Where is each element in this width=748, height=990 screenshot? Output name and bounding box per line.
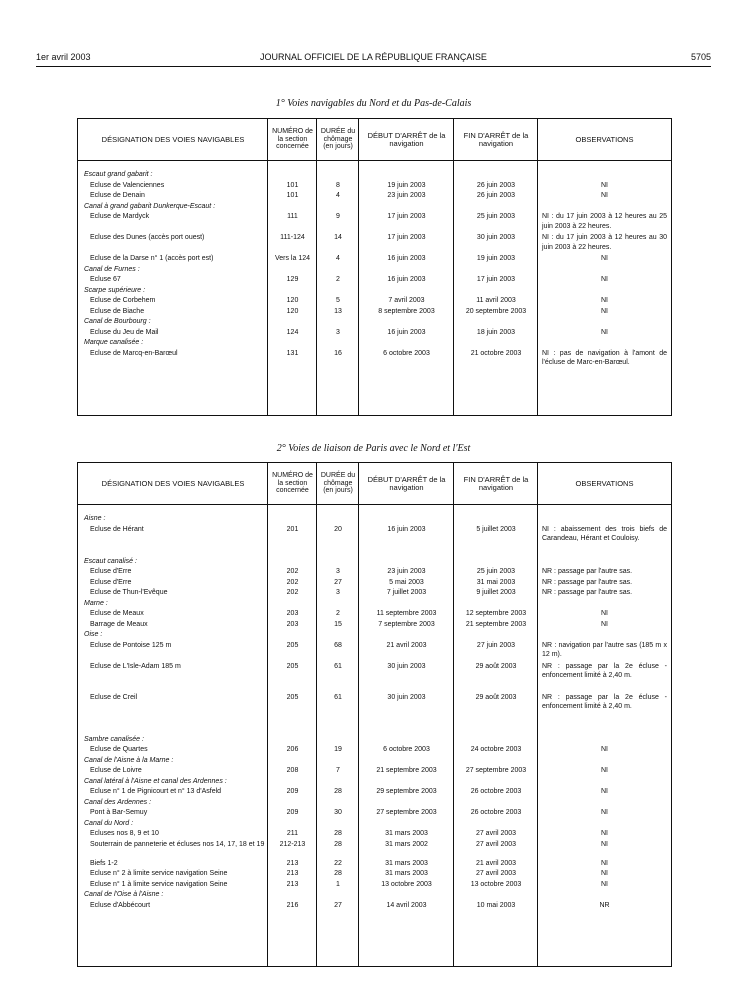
- observation: NI : pas de navigation à l'amont de l'écluse de Marc-en-Barœul.: [542, 349, 667, 366]
- group-label: Canal à grand gabarit Dunkerque-Escaut :: [84, 202, 216, 210]
- section-number: 213: [286, 870, 299, 877]
- duration-days: 7: [336, 767, 340, 774]
- column-header-fin: FIN D'ARRÊT de la navigation: [463, 475, 529, 492]
- table-row: [78, 787, 671, 798]
- end-date: 27 avril 2003: [475, 840, 517, 848]
- lock-name: Ecluse n° 2 à limite service navigation Seine: [90, 870, 228, 877]
- table-row: [78, 840, 671, 859]
- column-header-debut: DÉBUT D'ARRÊT de la navigation: [367, 131, 446, 148]
- end-date: 21 septembre 2003: [465, 620, 527, 628]
- observation: NI: [601, 830, 608, 837]
- end-date: 19 juin 2003: [476, 255, 516, 262]
- end-date: 12 septembre 2003: [465, 610, 527, 617]
- lock-name: Ecluse de Biache: [90, 307, 145, 315]
- start-date: 11 septembre 2003: [376, 610, 437, 617]
- duration-days: 28: [334, 788, 342, 795]
- duration-days: 4: [336, 192, 340, 199]
- group-label: Scarpe supérieure :: [84, 286, 146, 294]
- section-number: 203: [286, 620, 299, 628]
- end-date: 30 juin 2003: [476, 234, 516, 241]
- table-row: [78, 181, 671, 192]
- table-row: [78, 662, 671, 693]
- lock-name: Ecluse de Corbehem: [90, 297, 156, 304]
- lock-name: Ecluse de Pontoise 125 m: [90, 641, 172, 649]
- start-date: 6 octobre 2003: [383, 746, 430, 753]
- table-row: [78, 869, 671, 880]
- observation: NI: [601, 788, 608, 795]
- group-label: Oise :: [84, 631, 103, 638]
- observation: NR : passage par la 2e écluse - enfoncement limité à 2,40 m.: [542, 662, 667, 679]
- duration-days: 3: [336, 328, 340, 336]
- duration-days: 27: [334, 578, 342, 586]
- table-row: [78, 609, 671, 620]
- start-date: 23 juin 2003: [387, 568, 426, 575]
- duration-days: 22: [334, 859, 342, 867]
- table-body: [78, 161, 671, 370]
- end-date: 24 octobre 2003: [470, 746, 522, 753]
- table-row: [78, 296, 671, 307]
- lock-name: Ecluse de Denain: [90, 192, 145, 199]
- group-label: Canal latéral à l'Aisne et canal des Ardennes :: [84, 777, 227, 785]
- duration-days: 9: [336, 213, 340, 220]
- end-date: 26 octobre 2003: [470, 788, 522, 795]
- table-row: [78, 191, 671, 202]
- lock-name: Ecluse n° 1 à limite service navigation Seine: [90, 880, 228, 888]
- lock-name: Ecluse de la Darse n° 1 (accès port est): [90, 255, 214, 262]
- end-date: 27 avril 2003: [475, 870, 517, 877]
- observation: NI : du 17 juin 2003 à 12 heures au 30 juin 2003 à 22 heures.: [542, 234, 667, 251]
- section-number: 208: [286, 767, 299, 774]
- section-number: 211: [286, 830, 299, 837]
- table-row: [78, 693, 671, 735]
- table-row: [78, 880, 671, 891]
- start-date: 6 octobre 2003: [383, 349, 430, 357]
- lock-name: Ecluse du Jeu de Mail: [90, 328, 159, 336]
- end-date: 27 juin 2003: [476, 641, 516, 649]
- start-date: 17 juin 2003: [387, 213, 426, 220]
- observation: NI : abaissement des trois biefs de Carandeau, Hérant et Couloisy.: [542, 525, 667, 542]
- section-number: 131: [286, 349, 299, 357]
- observation: NR: [599, 901, 610, 909]
- start-date: 8 septembre 2003: [378, 307, 435, 315]
- table-row: [78, 254, 671, 265]
- end-date: 10 mai 2003: [476, 901, 516, 909]
- table-section2: [77, 462, 672, 967]
- table-row: [78, 766, 671, 777]
- start-date: 17 juin 2003: [387, 234, 426, 241]
- start-date: 16 juin 2003: [387, 525, 426, 533]
- lock-name: Ecluse de Marcq-en-Barœul: [90, 349, 178, 357]
- start-date: 19 juin 2003: [387, 181, 426, 189]
- end-date: 29 août 2003: [475, 693, 517, 701]
- observation: NI: [601, 746, 608, 753]
- start-date: 14 avril 2003: [386, 901, 427, 909]
- table-header: [78, 463, 671, 505]
- lock-name: Ecluse de Creil: [90, 693, 138, 701]
- table-row: [78, 567, 671, 578]
- table-row: [78, 620, 671, 631]
- duration-days: 3: [336, 589, 340, 596]
- end-date: 18 juin 2003: [476, 328, 516, 336]
- observation: NI: [601, 870, 608, 877]
- lock-name: Ecluse de Valenciennes: [90, 181, 165, 189]
- lock-name: Ecluse d'Abbécourt: [90, 901, 151, 909]
- group-label: Aisne :: [84, 515, 106, 522]
- end-date: 20 septembre 2003: [465, 307, 527, 315]
- observation: NI: [601, 610, 608, 617]
- start-date: 21 avril 2003: [386, 641, 427, 649]
- observation: NR : passage par l'autre sas.: [542, 578, 633, 586]
- start-date: 16 juin 2003: [387, 276, 426, 283]
- duration-days: 19: [334, 746, 342, 753]
- table-section1: [77, 118, 672, 416]
- table-row: [78, 328, 671, 339]
- duration-days: 14: [334, 234, 342, 241]
- lock-name: Ecluse de Hérant: [90, 525, 144, 533]
- start-date: 31 mars 2003: [385, 830, 428, 837]
- end-date: 25 juin 2003: [476, 568, 516, 575]
- table-row: [78, 349, 671, 370]
- group-label: Canal de Bourbourg :: [84, 318, 151, 325]
- section-number: 212-213: [279, 840, 306, 848]
- start-date: 7 septembre 2003: [378, 620, 435, 628]
- section-number: 111: [287, 213, 298, 220]
- lock-name: Ecluse de Mardyck: [90, 213, 150, 220]
- lock-name: Ecluse d'Erre: [90, 578, 132, 586]
- lock-name: Barrage de Meaux: [90, 620, 148, 628]
- group-label: Canal des Ardennes :: [84, 798, 152, 806]
- table-row: [78, 525, 671, 557]
- end-date: 9 juillet 2003: [476, 589, 516, 596]
- section2-title: 2° Voies de liaison de Paris avec le Nord et l'Est: [276, 443, 471, 454]
- section-number: 120: [286, 297, 299, 304]
- column-header-debut: DÉBUT D'ARRÊT de la navigation: [367, 475, 446, 492]
- observation: NI : du 17 juin 2003 à 12 heures au 25 juin 2003 à 22 heures.: [542, 213, 667, 230]
- group-label: Canal du Nord :: [84, 819, 134, 827]
- lock-name: Ecluse de Quartes: [90, 746, 148, 753]
- table-header: [78, 119, 671, 161]
- section-number: 206: [286, 746, 299, 753]
- observation: NR : passage par l'autre sas.: [542, 589, 633, 596]
- duration-days: 30: [334, 809, 342, 816]
- section-number: 205: [286, 662, 299, 670]
- table-body: [78, 505, 671, 911]
- start-date: 7 juillet 2003: [386, 589, 427, 596]
- duration-days: 2: [336, 610, 340, 617]
- duration-days: 61: [334, 693, 342, 701]
- table-row: [78, 641, 671, 662]
- section-number: 205: [286, 693, 299, 701]
- group-label: Sambre canalisée :: [84, 735, 144, 743]
- column-header-duree: DURÉE du chômage (en jours): [320, 128, 356, 151]
- observation: NR : navigation par l'autre sas (185 m x 12 m).: [542, 641, 667, 658]
- end-date: 31 mai 2003: [476, 578, 516, 586]
- duration-days: 61: [334, 662, 342, 670]
- group-label: Canal de l'Oise à l'Aisne :: [84, 891, 164, 898]
- start-date: 7 avril 2003: [388, 297, 425, 304]
- section1-title: 1° Voies navigables du Nord et du Pas-de-Calais: [275, 98, 472, 109]
- column-header-numero: NUMÉRO de la section concernée: [272, 472, 313, 495]
- duration-days: 4: [336, 255, 340, 262]
- section-number: 111-124: [280, 234, 305, 241]
- lock-name: Biefs 1-2: [90, 859, 118, 867]
- group-label: Marque canalisée :: [84, 339, 144, 346]
- start-date: 16 juin 2003: [387, 328, 426, 336]
- start-date: 21 septembre 2003: [376, 767, 437, 774]
- observation: NI: [601, 859, 608, 867]
- duration-days: 28: [334, 830, 342, 837]
- end-date: 11 avril 2003: [476, 297, 516, 304]
- table-row: [78, 233, 671, 254]
- section-number: Vers la 124: [274, 255, 311, 262]
- duration-days: 15: [334, 620, 342, 628]
- column-header-designation: DÉSIGNATION DES VOIES NAVIGABLES: [101, 478, 245, 488]
- section-number: 101: [286, 192, 299, 199]
- observation: NI: [601, 767, 608, 774]
- end-date: 13 octobre 2003: [470, 880, 522, 888]
- section-number: 216: [286, 901, 299, 909]
- column-header-duree: DURÉE du chômage (en jours): [320, 472, 356, 495]
- observation: NR : passage par la 2e écluse - enfoncement limité à 2,40 m.: [542, 693, 667, 710]
- duration-days: 5: [336, 297, 340, 304]
- table-row: [78, 901, 671, 912]
- duration-days: 28: [334, 840, 342, 848]
- table-row: [78, 859, 671, 870]
- end-date: 25 juin 2003: [476, 213, 516, 220]
- lock-name: Ecluse de Meaux: [90, 610, 144, 617]
- start-date: 5 mai 2003: [389, 578, 424, 586]
- section-number: 101: [286, 181, 299, 189]
- group-label: Canal de l'Aisne à la Marne :: [84, 756, 174, 764]
- section-number: 202: [286, 589, 299, 596]
- observation: NI: [601, 880, 608, 888]
- start-date: 23 juin 2003: [387, 192, 426, 199]
- start-date: 30 juin 2003: [387, 693, 426, 701]
- lock-name: Ecluse de L'Isle-Adam 185 m: [90, 662, 181, 670]
- section-number: 120: [286, 307, 299, 315]
- section-number: 205: [286, 641, 299, 649]
- end-date: 27 avril 2003: [475, 830, 517, 837]
- lock-name: Ecluses nos 8, 9 et 10: [90, 830, 159, 837]
- section-number: 209: [286, 788, 299, 795]
- section-number: 129: [286, 276, 299, 283]
- table-row: [78, 212, 671, 233]
- duration-days: 68: [334, 641, 342, 649]
- table-row: [78, 578, 671, 589]
- observation: NR : passage par l'autre sas.: [542, 568, 633, 575]
- column-header-observations: OBSERVATIONS: [575, 478, 634, 488]
- table-row: [78, 588, 671, 599]
- header-rule: [36, 66, 711, 67]
- observation: NI: [601, 297, 608, 304]
- lock-name: Ecluse d'Erre: [90, 568, 132, 575]
- start-date: 16 juin 2003: [387, 255, 426, 262]
- observation: NI: [601, 255, 608, 262]
- duration-days: 20: [334, 525, 342, 533]
- duration-days: 28: [334, 870, 342, 877]
- duration-days: 1: [336, 880, 340, 888]
- lock-name: Ecluse n° 1 de Pignicourt et n° 13 d'Asfeld: [90, 788, 222, 795]
- section-number: 209: [286, 809, 299, 816]
- duration-days: 16: [334, 349, 342, 357]
- lock-name: Ecluse de Loivre: [90, 767, 142, 774]
- page-number: 5705: [690, 52, 711, 62]
- duration-days: 8: [336, 181, 340, 189]
- observation: NI: [601, 307, 608, 315]
- table-row: [78, 829, 671, 840]
- lock-name: Ecluse de Thun-l'Evêque: [90, 589, 168, 596]
- section-number: 213: [286, 859, 299, 867]
- group-label: Escaut canalisé :: [84, 557, 137, 565]
- start-date: 31 mars 2003: [385, 859, 428, 867]
- header-date: 1er avril 2003: [36, 52, 91, 62]
- end-date: 26 juin 2003: [476, 181, 516, 189]
- section-number: 124: [286, 328, 299, 336]
- duration-days: 13: [334, 307, 342, 315]
- start-date: 31 mars 2003: [385, 870, 428, 877]
- group-label: Escaut grand gabarit :: [84, 171, 153, 178]
- observation: NI: [601, 192, 608, 199]
- end-date: 29 août 2003: [475, 662, 517, 670]
- duration-days: 3: [336, 568, 340, 575]
- end-date: 17 juin 2003: [476, 276, 516, 283]
- observation: NI: [601, 840, 608, 848]
- lock-name: Ecluse des Dunes (accès port ouest): [90, 234, 205, 241]
- table-row: [78, 307, 671, 318]
- observation: NI: [601, 809, 608, 816]
- duration-days: 27: [334, 901, 342, 909]
- group-label: Marne :: [84, 599, 108, 607]
- section-number: 202: [286, 578, 299, 586]
- observation: NI: [601, 181, 608, 189]
- table-row: [78, 808, 671, 819]
- lock-name: Ecluse 67: [90, 276, 121, 283]
- end-date: 27 septembre 2003: [465, 767, 527, 774]
- observation: NI: [601, 276, 608, 283]
- end-date: 21 avril 2003: [475, 859, 517, 867]
- observation: NI: [601, 328, 608, 336]
- start-date: 27 septembre 2003: [376, 809, 437, 816]
- duration-days: 2: [336, 276, 340, 283]
- column-header-numero: NUMÉRO de la section concernée: [272, 128, 313, 151]
- end-date: 21 octobre 2003: [470, 349, 522, 357]
- header-title: JOURNAL OFFICIEL DE LA RÉPUBLIQUE FRANÇAISE: [260, 52, 487, 62]
- column-header-fin: FIN D'ARRÊT de la navigation: [463, 131, 529, 148]
- lock-name: Souterrain de panneterie et écluses nos 14, 17, 18 et 19: [90, 840, 265, 848]
- end-date: 26 octobre 2003: [470, 809, 522, 816]
- section-number: 201: [286, 525, 299, 533]
- end-date: 26 juin 2003: [476, 192, 516, 199]
- start-date: 29 septembre 2003: [376, 788, 437, 795]
- section-number: 202: [286, 568, 299, 575]
- start-date: 31 mars 2002: [385, 840, 428, 848]
- table-row: [78, 745, 671, 756]
- start-date: 30 juin 2003: [387, 662, 426, 670]
- column-header-observations: OBSERVATIONS: [575, 134, 634, 144]
- column-header-designation: DÉSIGNATION DES VOIES NAVIGABLES: [101, 134, 245, 144]
- end-date: 5 juillet 2003: [476, 525, 516, 533]
- section-number: 213: [286, 880, 299, 888]
- lock-name: Pont à Bar-Semuy: [90, 809, 148, 816]
- observation: NI: [601, 620, 608, 628]
- page-header: [36, 52, 711, 66]
- section-number: 203: [286, 610, 299, 617]
- start-date: 13 octobre 2003: [381, 880, 432, 888]
- group-label: Canal de Furnes :: [84, 265, 140, 273]
- table-row: [78, 275, 671, 286]
